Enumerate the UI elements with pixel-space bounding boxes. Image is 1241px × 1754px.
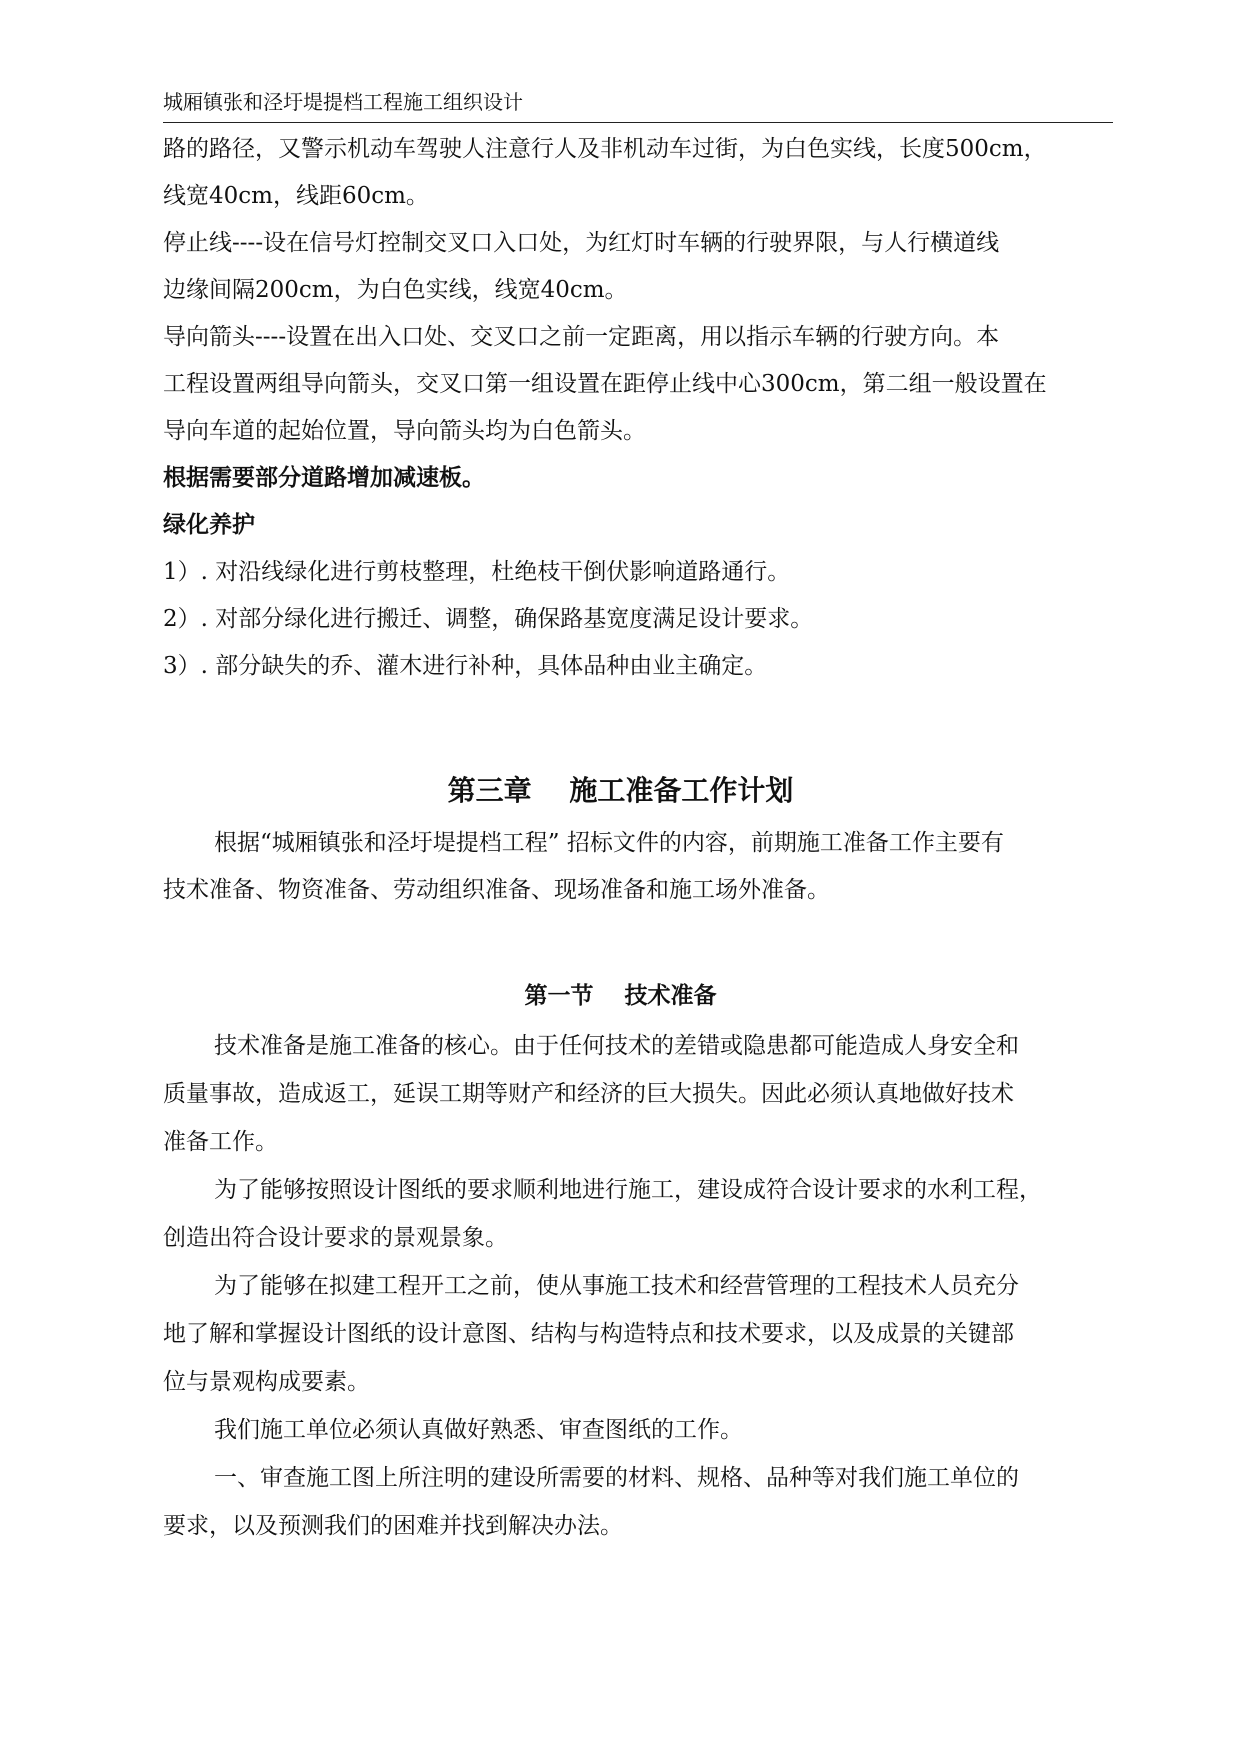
body-line: 工程设置两组导向箭头，交叉口第一组设置在距停止线中心300cm，第二组一般设置在: [163, 371, 1047, 397]
bold-note: 根据需要部分道路增加减速板。: [163, 465, 485, 491]
paragraph-line: 技术准备是施工准备的核心。由于任何技术的差错或隐患都可能造成人身安全和: [214, 1033, 1019, 1059]
running-header: 城厢镇张和泾圩堤提档工程施工组织设计: [163, 90, 523, 114]
chapter-intro-line: 技术准备、物资准备、劳动组织准备、现场准备和施工场外准备。: [163, 877, 830, 903]
body-line: 边缘间隔200cm，为白色实线，线宽40cm。: [163, 277, 628, 303]
paragraph-line: 一、审查施工图上所注明的建设所需要的材料、规格、品种等对我们施工单位的: [214, 1465, 1019, 1491]
body-line: 停止线----设在信号灯控制交叉口入口处，为红灯时车辆的行驶界限，与人行横道线: [163, 230, 1000, 256]
paragraph-line: 为了能够在拟建工程开工之前，使从事施工技术和经营管理的工程技术人员充分: [214, 1273, 1019, 1299]
header-divider: [163, 122, 1113, 123]
chapter-title: 第三章 施工准备工作计划: [447, 774, 794, 807]
list-item: 1）. 对沿线绿化进行剪枝整理，杜绝枝干倒伏影响道路通行。: [163, 559, 791, 585]
section-title: 第一节 技术准备: [524, 983, 717, 1009]
paragraph-line: 创造出符合设计要求的景观景象。: [163, 1225, 508, 1251]
list-item: 3）. 部分缺失的乔、灌木进行补种，具体品种由业主确定。: [163, 653, 768, 679]
body-line: 导向车道的起始位置，导向箭头均为白色箭头。: [163, 418, 646, 444]
paragraph-line: 准备工作。: [163, 1129, 278, 1155]
paragraph-line: 地了解和掌握设计图纸的设计意图、结构与构造特点和技术要求，以及成景的关键部: [163, 1321, 1014, 1347]
body-line: 导向箭头----设置在出入口处、交叉口之前一定距离，用以指示车辆的行驶方向。本: [163, 324, 1000, 350]
list-item: 2）. 对部分绿化进行搬迁、调整，确保路基宽度满足设计要求。: [163, 606, 814, 632]
paragraph-line: 要求，以及预测我们的困难并找到解决办法。: [163, 1513, 623, 1539]
paragraph-line: 我们施工单位必须认真做好熟悉、审查图纸的工作。: [214, 1417, 743, 1443]
paragraph-line: 为了能够按照设计图纸的要求顺利地进行施工，建设成符合设计要求的水利工程，: [214, 1177, 1042, 1203]
body-line: 线宽40cm，线距60cm。: [163, 183, 429, 209]
chapter-intro-line: 根据“城厢镇张和泾圩堤提档工程” 招标文件的内容，前期施工准备工作主要有: [214, 830, 1004, 856]
body-line: 路的路径，又警示机动车驾驶人注意行人及非机动车过街，为白色实线，长度500cm，: [163, 136, 1047, 162]
greening-heading: 绿化养护: [163, 512, 255, 538]
paragraph-line: 质量事故，造成返工，延误工期等财产和经济的巨大损失。因此必须认真地做好技术: [163, 1081, 1014, 1107]
paragraph-line: 位与景观构成要素。: [163, 1369, 370, 1395]
